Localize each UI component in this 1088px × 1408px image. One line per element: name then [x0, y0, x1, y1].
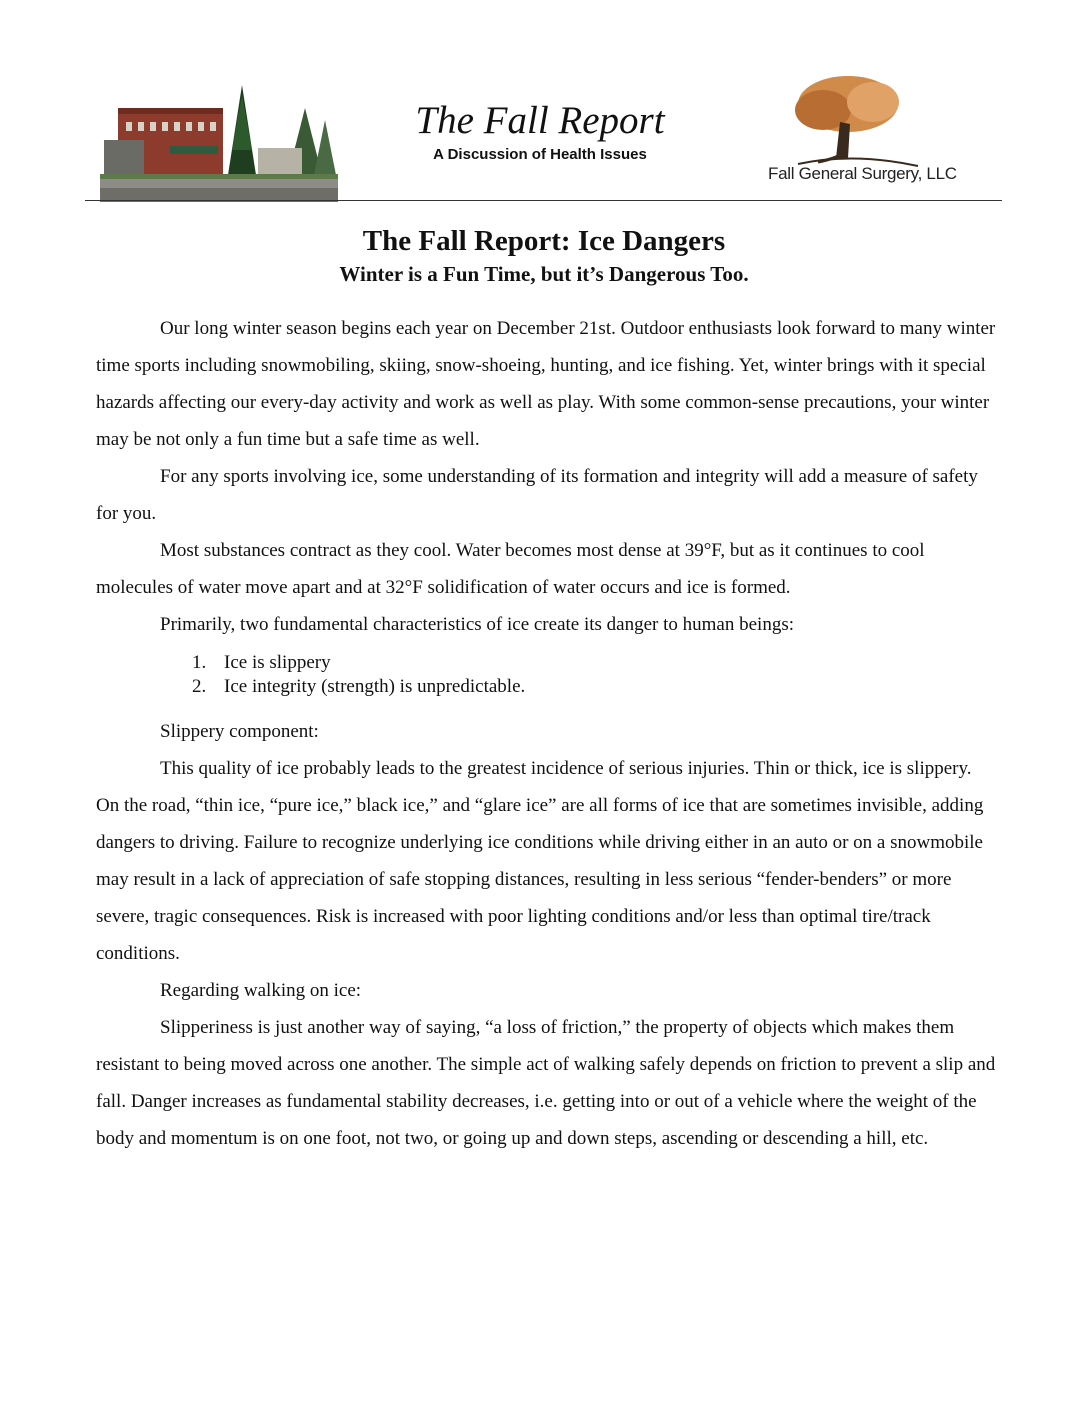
paragraph-slippery: This quality of ice probably leads to the greatest incidence of serious injuries. Thin or thick, ice is slippery. On the road, “thin ice, “pure ice,” black ice,” and “glare ice” are all forms of ice that are sometimes invisible, adding dangers to driving. Failure to recognize underlying ice conditions while driving either in an auto or on a snowmobile may result in a lack of appreciation of safe stopping distances, resulting in less serious “fender-benders” or more severe, tragic consequences. Risk is increased with poor lighting conditions and/or less than optimal tire/track conditions. — [96, 758, 984, 964]
masthead-title: The Fall Report — [415, 99, 665, 142]
building-photo — [100, 80, 338, 202]
masthead-subtitle: A Discussion of Health Issues — [433, 146, 647, 163]
list-item: 1. Ice is slippery — [192, 652, 331, 673]
article-title: The Fall Report: Ice Dangers — [362, 225, 726, 257]
article-body — [96, 310, 996, 1157]
paragraph-intro: Our long winter season begins each year on December 21st. Outdoor enthusiasts look forward to many winter time sports including snowmobiling, skiing, snow-shoeing, hunting, and ice fishing. Yet, winter brings with it special hazards affecting our every-day activity and work as well as play. With some common-sense precautions, your winter may be not only a fun time but a safe time as well. — [96, 318, 996, 450]
article-subtitle: Winter is a Fun Time, but it’s Dangerous Too. — [339, 262, 749, 286]
company-name: Fall General Surgery, LLC — [768, 164, 957, 183]
walking-heading: Regarding walking on ice: — [160, 980, 362, 1001]
paragraph-ice-formation-intro: For any sports involving ice, some understanding of its formation and integrity will add a measure of safety for you. — [96, 466, 978, 524]
page-header — [0, 0, 1088, 205]
tree-logo-icon — [778, 72, 928, 172]
characteristics-list — [96, 643, 996, 713]
paragraph-walking: Slipperiness is just another way of saying, “a loss of friction,” the property of objects which makes them resistant to being moved across one another. The simple act of walking safely depends on friction to prevent a slip and fall. Danger increases as fundamental stability decreases, i.e. getting into or out of a vehicle where the weight of the body and momentum is on one foot, not two, or going up and down steps, ascending or descending a hill, etc. — [96, 1017, 996, 1149]
paragraph-water-density: Most substances contract as they cool. Water becomes most dense at 39°F, but as it continues to cool molecules of water move apart and at 32°F solidification of water occurs and ice is formed. — [96, 540, 925, 598]
header-divider — [85, 200, 1002, 201]
list-item: 2. Ice integrity (strength) is unpredictable. — [192, 676, 526, 697]
paragraph-characteristics: Primarily, two fundamental characteristics of ice create its danger to human beings: — [160, 614, 794, 635]
slippery-heading: Slippery component: — [160, 721, 319, 742]
